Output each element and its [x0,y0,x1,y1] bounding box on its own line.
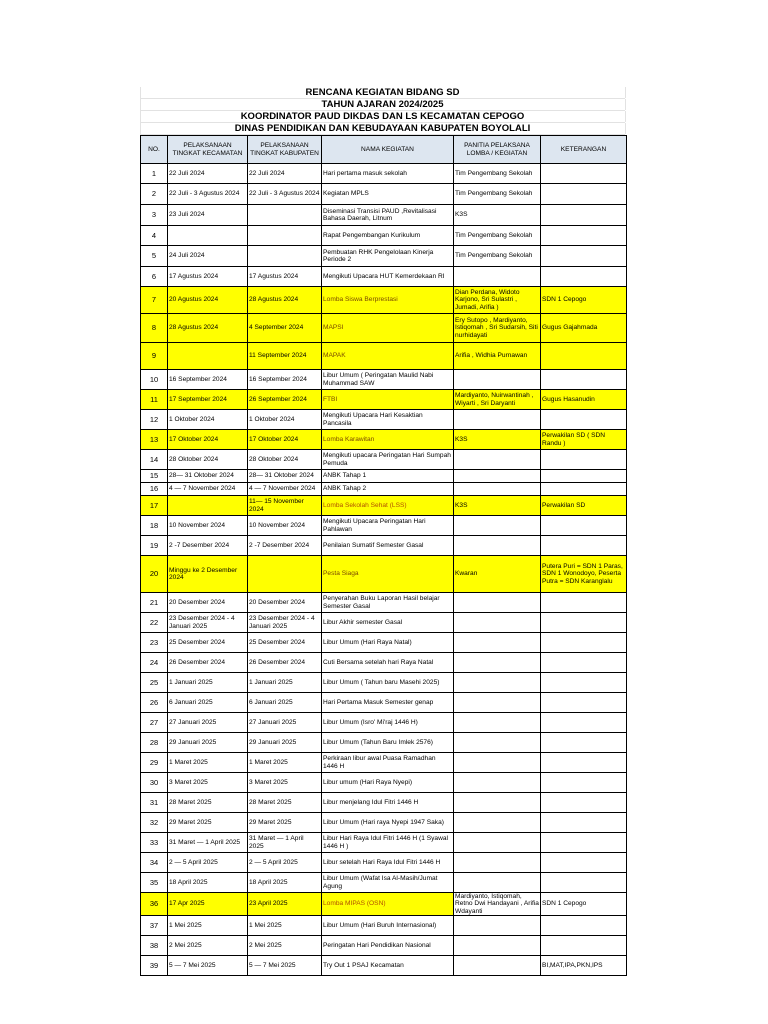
panitia-pelaksana [454,653,541,673]
row-number: 29 [141,753,168,773]
nama-kegiatan: Pesta Siaga [322,556,454,593]
kecamatan-date: 31 Maret — 1 April 2025 [168,833,248,853]
kecamatan-date: 17 September 2024 [168,390,248,410]
row-number: 23 [141,633,168,653]
table-row [141,956,627,976]
table-row [141,343,627,370]
kabupaten-date [248,246,322,267]
panitia-pelaksana: Tim Pengembang Sekolah [454,164,541,184]
nama-kegiatan: Libur Umum ( Tahun baru Masehi 2025) [322,673,454,693]
kecamatan-date: 22 Juli 2024 [168,164,248,184]
row-number: 9 [141,343,168,370]
kecamatan-date: 23 Juli 2024 [168,205,248,226]
nama-kegiatan: Mengikuti upacara Peringatan Hari Sumpah Pemuda [322,450,454,470]
panitia-pelaksana [454,267,541,287]
kecamatan-date: 28 Oktober 2024 [168,450,248,470]
row-number: 22 [141,613,168,633]
kecamatan-date: Minggu ke 2 Desember 2024 [168,556,248,593]
keterangan: SDN 1 Cepogo [541,893,627,916]
nama-kegiatan: Lomba Karawitan [322,430,454,450]
nama-kegiatan: Libur Umum ( Peringatan Maulid Nabi Muhammad SAW [322,370,454,390]
keterangan [541,853,627,873]
keterangan [541,184,627,205]
row-number: 39 [141,956,168,976]
table-row [141,314,627,343]
panitia-pelaksana [454,773,541,793]
keterangan [541,793,627,813]
nama-kegiatan: Libur Akhir semester Gasal [322,613,454,633]
kabupaten-date: 16 September 2024 [248,370,322,390]
col-panitia-header: PANITIA PELAKSANA LOMBA / KEGIATAN [454,136,541,164]
panitia-pelaksana [454,916,541,936]
keterangan [541,813,627,833]
row-number: 32 [141,813,168,833]
kabupaten-date: 11— 15 November 2024 [248,496,322,516]
kabupaten-date: 4 September 2024 [248,314,322,343]
kabupaten-date: 17 Oktober 2024 [248,430,322,450]
kecamatan-date: 29 Januari 2025 [168,733,248,753]
row-number: 2 [141,184,168,205]
nama-kegiatan: Libur setelah Hari Raya Idul Fitri 1446 H [322,853,454,873]
panitia-pelaksana [454,516,541,536]
row-number: 24 [141,653,168,673]
kabupaten-date: 25 Desember 2024 [248,633,322,653]
panitia-pelaksana: K3S [454,496,541,516]
table-row [141,164,627,184]
keterangan: SDN 1 Cepogo [541,287,627,314]
nama-kegiatan: Mengikuti Upacara HUT Kemerdekaan RI [322,267,454,287]
keterangan: Perwakilan SD ( SDN Randu ) [541,430,627,450]
nama-kegiatan: Penilaian Sumatif Semester Gasal [322,536,454,556]
keterangan: Gugus Gajahmada [541,314,627,343]
panitia-pelaksana [454,793,541,813]
nama-kegiatan: Libur menjelang Idul Fitri 1446 H [322,793,454,813]
panitia-pelaksana [454,936,541,956]
row-number: 7 [141,287,168,314]
row-number: 10 [141,370,168,390]
keterangan [541,450,627,470]
row-number: 33 [141,833,168,853]
keterangan [541,164,627,184]
col-no-header: NO. [141,136,168,164]
kabupaten-date: 26 September 2024 [248,390,322,410]
panitia-pelaksana [454,733,541,753]
panitia-pelaksana: K3S [454,205,541,226]
kecamatan-date: 6 Januari 2025 [168,693,248,713]
kabupaten-date: 18 April 2025 [248,873,322,893]
panitia-pelaksana [454,753,541,773]
nama-kegiatan: Mengikuti Upacara Hari Kesaktian Pancasila [322,410,454,430]
kecamatan-date: 20 Agustus 2024 [168,287,248,314]
row-number: 30 [141,773,168,793]
row-number: 36 [141,893,168,916]
row-number: 12 [141,410,168,430]
row-number: 28 [141,733,168,753]
kecamatan-date: 29 Maret 2025 [168,813,248,833]
kabupaten-date: 6 Januari 2025 [248,693,322,713]
keterangan [541,226,627,246]
kabupaten-date: 23 April 2025 [248,893,322,916]
kabupaten-date: 26 Desember 2024 [248,653,322,673]
nama-kegiatan: Kegiatan MPLS [322,184,454,205]
table-row [141,693,627,713]
kabupaten-date: 22 Juli 2024 [248,164,322,184]
kecamatan-date: 5 — 7 Mei 2025 [168,956,248,976]
row-number: 5 [141,246,168,267]
row-number: 38 [141,936,168,956]
kabupaten-date: 17 Agustus 2024 [248,267,322,287]
panitia-pelaksana: Tim Pengembang Sekolah [454,184,541,205]
kabupaten-date: 28— 31 Oktober 2024 [248,470,322,483]
keterangan [541,773,627,793]
kecamatan-date: 1 Oktober 2024 [168,410,248,430]
table-header-row [141,136,627,164]
nama-kegiatan: Penyerahan Buku Laporan Hasil belajar Semester Gasal [322,593,454,613]
panitia-pelaksana [454,613,541,633]
kecamatan-date: 2 — 5 April 2025 [168,853,248,873]
kabupaten-date: 29 Maret 2025 [248,813,322,833]
keterangan [541,833,627,853]
row-number: 1 [141,164,168,184]
keterangan: Gugus Hasanudin [541,390,627,410]
keterangan [541,693,627,713]
kecamatan-date: 2 Mei 2025 [168,936,248,956]
kecamatan-date: 23 Desember 2024 - 4 Januari 2025 [168,613,248,633]
panitia-pelaksana [454,483,541,496]
kabupaten-date: 22 Juli - 3 Agustus 2024 [248,184,322,205]
table-row [141,833,627,853]
kabupaten-date: 2 — 5 April 2025 [248,853,322,873]
row-number: 4 [141,226,168,246]
col-kecamatan-header: PELAKSANAAN TINGKAT KECAMATAN [168,136,248,164]
table-row [141,205,627,226]
kabupaten-date: 1 Oktober 2024 [248,410,322,430]
kecamatan-date: 3 Maret 2025 [168,773,248,793]
kabupaten-date: 29 Januari 2025 [248,733,322,753]
panitia-pelaksana: Mardiyanto, Istiqomah, Retno Dwi Handayani , Arifia Wdayanti [455,893,539,915]
nama-kegiatan: Mengikuti Upacara Peringatan Hari Pahlawan [322,516,454,536]
table-row [141,287,627,314]
nama-kegiatan: Hari Pertama Masuk Semester genap [322,693,454,713]
table-row [141,613,627,633]
kabupaten-date: 4 — 7 November 2024 [248,483,322,496]
keterangan [541,536,627,556]
kecamatan-date [168,343,248,370]
kecamatan-date [168,226,248,246]
nama-kegiatan: MAPSI [322,314,454,343]
nama-kegiatan: Hari pertama masuk sekolah [322,164,454,184]
panitia-pelaksana [454,633,541,653]
table-row [141,267,627,287]
keterangan: BI,MAT,IPA,PKN,IPS [541,956,627,976]
table-row [141,390,627,410]
panitia-pelaksana [454,673,541,693]
kecamatan-date: 1 Maret 2025 [168,753,248,773]
nama-kegiatan: ANBK Tahap 1 [322,470,454,483]
kabupaten-date: 1 Mei 2025 [248,916,322,936]
kabupaten-date: 2 -7 Desember 2024 [248,536,322,556]
kecamatan-date: 2 -7 Desember 2024 [168,536,248,556]
table-row [141,873,627,893]
kabupaten-date: 20 Desember 2024 [248,593,322,613]
col-nama-kegiatan-header: NAMA KEGIATAN [322,136,454,164]
keterangan [541,343,627,370]
keterangan [541,653,627,673]
nama-kegiatan: Libur Umum (Tahun Baru Imlek 2576) [322,733,454,753]
table-row [141,410,627,430]
row-number: 16 [141,483,168,496]
table-row [141,593,627,613]
title-line-1: RENCANA KEGIATAN BIDANG SD [140,87,625,99]
table-row [141,793,627,813]
kabupaten-date: 5 — 7 Mei 2025 [248,956,322,976]
title-line-3: KOORDINATOR PAUD DIKDAS DAN LS KECAMATAN CEPOGO [140,111,625,123]
kabupaten-date: 28 Oktober 2024 [248,450,322,470]
kabupaten-date: 31 Maret — 1 April 2025 [248,833,322,853]
kabupaten-date: 28 Agustus 2024 [248,287,322,314]
panitia-pelaksana [454,450,541,470]
kecamatan-date: 17 Agustus 2024 [168,267,248,287]
kecamatan-date: 16 September 2024 [168,370,248,390]
panitia-pelaksana [454,833,541,853]
kecamatan-date [168,496,248,516]
keterangan [541,733,627,753]
kecamatan-date: 25 Desember 2024 [168,633,248,653]
panitia-pelaksana [454,470,541,483]
table-row [141,450,627,470]
keterangan [541,267,627,287]
panitia-pelaksana [454,370,541,390]
table-row [141,184,627,205]
table-row [141,773,627,793]
row-number: 31 [141,793,168,813]
nama-kegiatan: Lomba Siswa Berprestasi [322,287,454,314]
kabupaten-date: 28 Maret 2025 [248,793,322,813]
kabupaten-date: 3 Maret 2025 [248,773,322,793]
kecamatan-date: 28 Agustus 2024 [168,314,248,343]
table-row [141,496,627,516]
row-number: 17 [141,496,168,516]
panitia-pelaksana [454,593,541,613]
table-row [141,633,627,653]
table-row [141,916,627,936]
row-number: 3 [141,205,168,226]
panitia-pelaksana [454,410,541,430]
row-number: 11 [141,390,168,410]
keterangan [541,470,627,483]
col-keterangan-header: KETERANGAN [541,136,627,164]
panitia-pelaksana [454,713,541,733]
kecamatan-date: 26 Desember 2024 [168,653,248,673]
panitia-pelaksana [454,853,541,873]
keterangan [541,205,627,226]
col-kabupaten-header: PELAKSANAAN TINGKAT KABUPATEN [248,136,322,164]
keterangan: Putera Puri = SDN 1 Paras, SDN 1 Wonodoyo, Peserta Putra = SDN Karanglalu [541,556,627,593]
keterangan [541,753,627,773]
kecamatan-date: 17 Oktober 2024 [168,430,248,450]
kecamatan-date: 22 Juli - 3 Agustus 2024 [168,184,248,205]
table-row [141,813,627,833]
table-row [141,653,627,673]
kecamatan-date: 28— 31 Oktober 2024 [168,470,248,483]
kecamatan-date: 24 Juli 2024 [168,246,248,267]
panitia-pelaksana [454,813,541,833]
panitia-pelaksana [454,873,541,893]
keterangan [541,246,627,267]
kecamatan-date: 18 April 2025 [168,873,248,893]
row-number: 21 [141,593,168,613]
row-number: 14 [141,450,168,470]
table-row [141,516,627,536]
nama-kegiatan: Libur Umum (Isro' Mi'raj 1446 H) [322,713,454,733]
table-row [141,483,627,496]
table-row [141,733,627,753]
kecamatan-date: 1 Mei 2025 [168,916,248,936]
nama-kegiatan: Try Out 1 PSAJ Kecamatan [322,956,454,976]
row-number: 18 [141,516,168,536]
kabupaten-date [248,205,322,226]
row-number: 25 [141,673,168,693]
table-row [141,536,627,556]
row-number: 34 [141,853,168,873]
kecamatan-date: 4 — 7 November 2024 [168,483,248,496]
keterangan [541,873,627,893]
kabupaten-date: 10 November 2024 [248,516,322,536]
row-number: 15 [141,470,168,483]
kabupaten-date [248,556,322,593]
nama-kegiatan: Libur Umum (Hari raya Nyepi 1947 Saka) [322,813,454,833]
table-row [141,246,627,267]
panitia-pelaksana: Dian Perdana, Widoto Karjono, Sri Sulastri , Jumadi, Arifia ) [454,287,541,314]
row-number: 37 [141,916,168,936]
table-row [141,430,627,450]
keterangan [541,673,627,693]
table-row [141,893,627,916]
activity-table [140,135,627,976]
kecamatan-date: 1 Januari 2025 [168,673,248,693]
kabupaten-date: 1 Januari 2025 [248,673,322,693]
keterangan [541,516,627,536]
row-number: 35 [141,873,168,893]
kecamatan-date: 17 Apr 2025 [168,893,248,916]
table-row [141,370,627,390]
kabupaten-date: 23 Desember 2024 - 4 Januari 2025 [248,613,322,633]
nama-kegiatan: Libur Umum (Hari Buruh Internasional) [322,916,454,936]
row-number: 27 [141,713,168,733]
keterangan [541,633,627,653]
panitia-pelaksana: Ery Sutopo , Mardiyanto, Istiqomah , Sri Sudarsih, Siti nurhidayati [454,314,541,343]
table-row [141,853,627,873]
nama-kegiatan: Libur Umum (Wafat Isa Al-Masih/Jumat Agung [322,873,454,893]
row-number: 26 [141,693,168,713]
row-number: 13 [141,430,168,450]
kabupaten-date: 11 September 2024 [248,343,322,370]
table-row [141,556,627,593]
nama-kegiatan: Libur Hari Raya Idul Fitri 1446 H (1 Syawal 1446 H ) [322,833,454,853]
keterangan [541,916,627,936]
nama-kegiatan: ANBK Tahap 2 [322,483,454,496]
nama-kegiatan: Pembuatan RHK Pengelolaan Kinerja Periode 2 [322,246,454,267]
panitia-pelaksana: Arifia , Widhia Purnawan [454,343,541,370]
kecamatan-date: 28 Maret 2025 [168,793,248,813]
title-line-2: TAHUN AJARAN 2024/2025 [140,99,625,111]
table-row [141,936,627,956]
panitia-pelaksana: K3S [454,430,541,450]
title-line-4: DINAS PENDIDIKAN DAN KEBUDAYAAN KABUPATEN BOYOLALI [140,123,625,135]
nama-kegiatan: Rapat Pengembangan Kurikulum [322,226,454,246]
nama-kegiatan: MAPAK [322,343,454,370]
panitia-pelaksana: Mardiyanto, Nuirwantinah , Wiyarti , Sri Daryanti [454,390,541,410]
keterangan [541,613,627,633]
nama-kegiatan: Lomba MIPAS (OSN) [322,893,454,916]
nama-kegiatan: Cuti Bersama setelah hari Raya Natal [322,653,454,673]
panitia-pelaksana: Tim Pengembang Sekolah [454,226,541,246]
row-number: 20 [141,556,168,593]
nama-kegiatan: FTBI [322,390,454,410]
kabupaten-date [248,226,322,246]
kabupaten-date: 1 Maret 2025 [248,753,322,773]
keterangan [541,593,627,613]
panitia-pelaksana [454,956,541,976]
row-number: 8 [141,314,168,343]
keterangan [541,936,627,956]
keterangan: Perwakilan SD [541,496,627,516]
keterangan [541,410,627,430]
kabupaten-date: 2 Mei 2025 [248,936,322,956]
keterangan [541,370,627,390]
nama-kegiatan: Perkiraan libur awal Puasa Ramadhan 1446 H [322,753,454,773]
panitia-pelaksana [454,536,541,556]
nama-kegiatan: Peringatan Hari Pendidikan Nasional [322,936,454,956]
row-number: 19 [141,536,168,556]
kabupaten-date: 27 Januari 2025 [248,713,322,733]
table-row [141,713,627,733]
table-row [141,753,627,773]
table-row [141,226,627,246]
kecamatan-date: 10 November 2024 [168,516,248,536]
table-row [141,470,627,483]
row-number: 6 [141,267,168,287]
nama-kegiatan: Libur Umum (Hari Raya Natal) [322,633,454,653]
nama-kegiatan: Libur umum (Hari Raya Nyepi) [322,773,454,793]
kecamatan-date: 27 Januari 2025 [168,713,248,733]
nama-kegiatan: Lomba Sekolah Sehat (LSS) [322,496,454,516]
panitia-pelaksana: Kwaran [454,556,541,593]
table-row [141,673,627,693]
spreadsheet [140,87,625,976]
kecamatan-date: 20 Desember 2024 [168,593,248,613]
panitia-pelaksana [454,693,541,713]
panitia-pelaksana: Tim Pengembang Sekolah [454,246,541,267]
keterangan [541,483,627,496]
keterangan [541,713,627,733]
nama-kegiatan: Diseminasi Transisi PAUD ,Revitalisasi Bahasa Daerah, Litnum [322,205,454,226]
